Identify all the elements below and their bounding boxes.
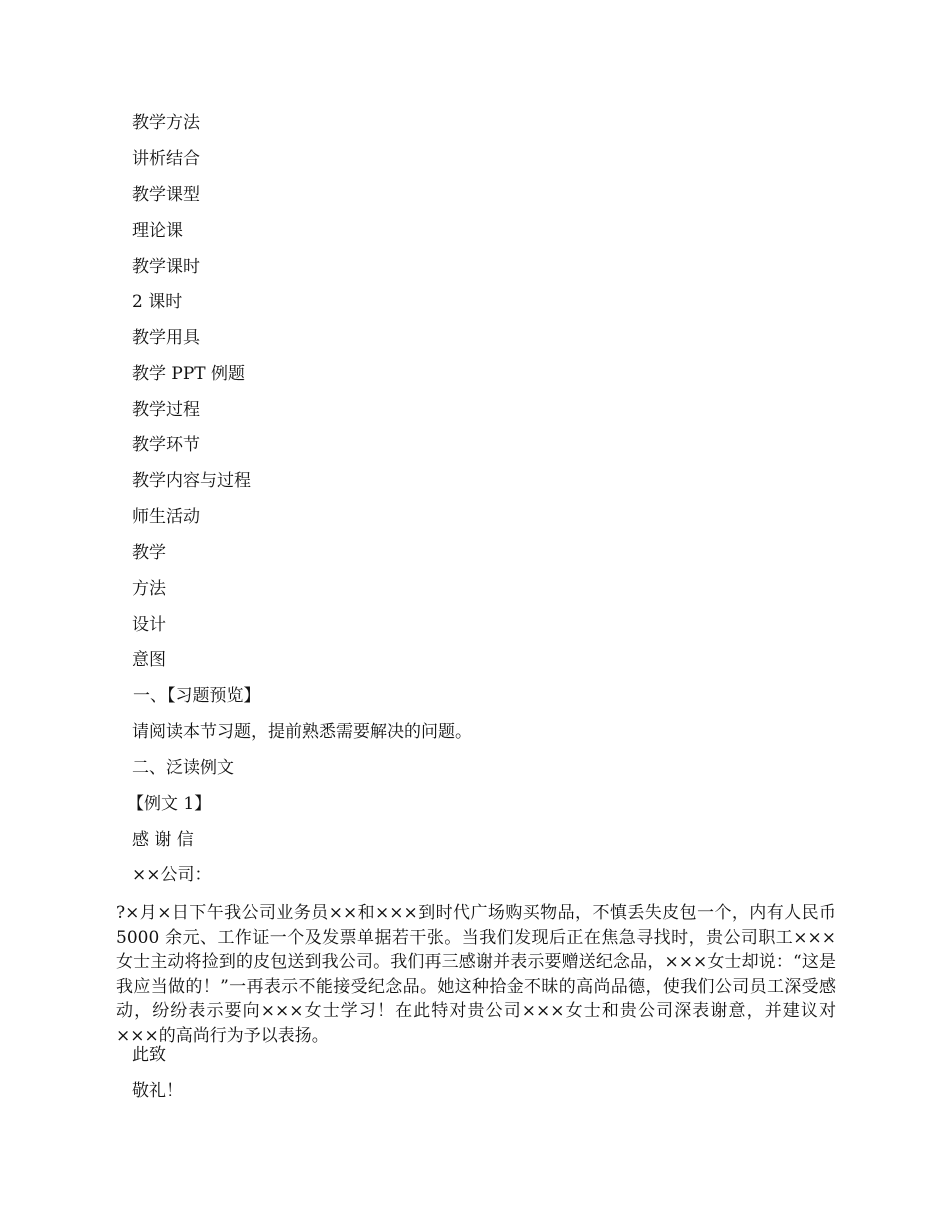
text-line-content-and-process: 教学内容与过程	[132, 471, 251, 491]
text-line-design-4: 意图	[132, 650, 166, 670]
text-line-design-1: 教学	[132, 543, 166, 563]
text-line-design-2: 方法	[132, 579, 166, 599]
text-line-teaching-step: 教学环节	[132, 435, 200, 455]
letter-closing-1: 此致	[132, 1045, 166, 1065]
text-line-teaching-method-label: 教学方法	[132, 113, 200, 133]
text-line-teaching-tools-label: 教学用具	[132, 328, 200, 348]
letter-body-paragraph: ?×月×日下午我公司业务员××和×××到时代广场购买物品，不慎丢失皮包一个，内有人民币 5000 余元、工作证一个及发票单据若干张。当我们发现后正在焦急寻找时，贵公司职工×××女士主动将捡到的皮包送到我公司。我们再三感谢并表示要赠送纪念品，×××女士却说：“这是我应当做的！”一再表示不能接受纪念品。她这种拾金不昧的高尚品德，使我们公司员工深受感动，纷纷表示要向×××女士学习！在此特对贵公司×××女士和贵公司深表谢意，并建议对×××的高尚行为予以表扬。	[116, 903, 836, 1046]
text-line-teaching-process: 教学过程	[132, 400, 200, 420]
example-label: 【例文 1】	[127, 794, 212, 814]
text-line-design-3: 设计	[132, 615, 166, 635]
text-line-class-hours-label: 教学课时	[132, 257, 200, 277]
letter-closing-2: 敬礼！	[132, 1081, 183, 1101]
text-line-preview-instruction: 请阅读本节习题，提前熟悉需要解决的问题。	[132, 722, 472, 742]
letter-salutation: ××公司：	[132, 865, 212, 885]
text-line-teacher-student-activity: 师生活动	[132, 507, 200, 527]
text-line-lesson-type-value: 理论课	[132, 221, 183, 241]
section-heading-exercise-preview: 一、【习题预览】	[133, 686, 261, 706]
text-line-lesson-type-label: 教学课型	[132, 185, 200, 205]
letter-title: 感 谢 信	[132, 830, 194, 850]
text-line-teaching-tools-value: 教学 PPT 例题	[132, 364, 246, 384]
section-heading-reading-examples: 二、泛读例文	[132, 758, 234, 778]
text-line-teaching-method-value: 讲析结合	[132, 149, 200, 169]
text-line-class-hours-value: 2 课时	[132, 292, 183, 312]
